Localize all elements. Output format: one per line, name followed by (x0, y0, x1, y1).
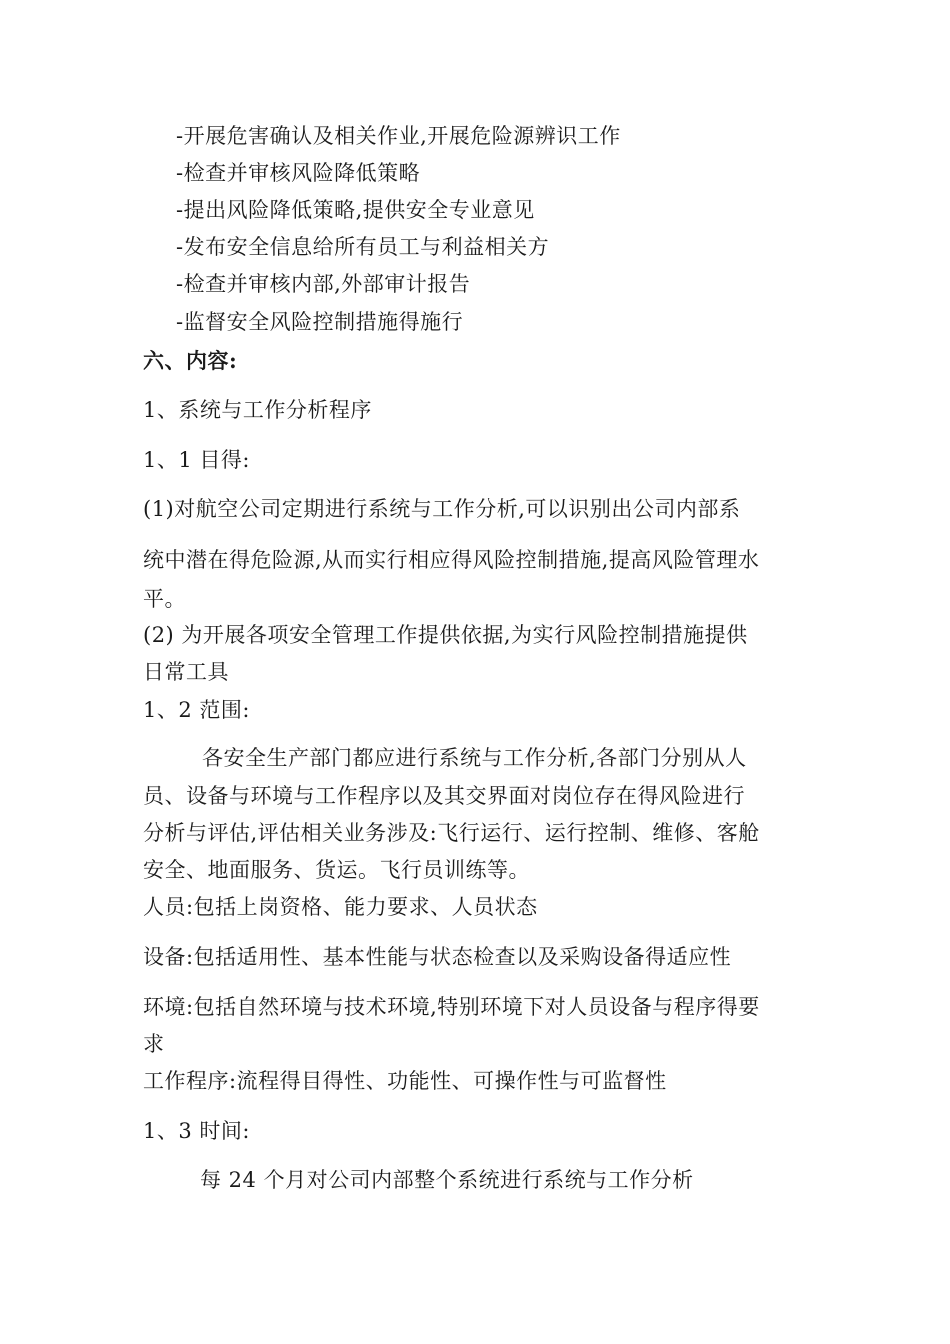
environment-line: 环境:包括自然环境与技术环境,特别环境下对人员设备与程序得要 (143, 995, 760, 1019)
time-title: 1、3 时间: (143, 1119, 250, 1143)
subsection-title: 1、系统与工作分析程序 (143, 398, 372, 422)
paragraph-line: 安全、地面服务、货运。飞行员训练等。 (143, 858, 530, 882)
bullet-item: -监督安全风险控制措施得施行 (176, 310, 464, 334)
paragraph-line: (1)对航空公司定期进行系统与工作分析,可以识别出公司内部系 (143, 497, 741, 521)
bullet-item: -检查并审核风险降低策略 (176, 161, 421, 185)
section-heading: 六、内容: (143, 348, 238, 373)
equipment-line: 设备:包括适用性、基本性能与状态检查以及采购设备得适应性 (143, 945, 732, 969)
paragraph-line: 各安全生产部门都应进行系统与工作分析,各部门分别从人 (202, 746, 747, 770)
paragraph-line: 分析与评估,评估相关业务涉及:飞行运行、运行控制、维修、客舱 (143, 821, 760, 845)
paragraph-line: 平。 (143, 587, 186, 611)
personnel-line: 人员:包括上岗资格、能力要求、人员状态 (143, 895, 538, 919)
bullet-item: -开展危害确认及相关作业,开展危险源辨识工作 (176, 124, 621, 148)
paragraph-line: 日常工具 (143, 660, 229, 684)
bullet-item: -发布安全信息给所有员工与利益相关方 (176, 235, 550, 259)
scope-title: 1、2 范围: (143, 698, 250, 722)
paragraph-line: 统中潜在得危险源,从而实行相应得风险控制措施,提高风险管理水 (143, 548, 760, 572)
paragraph-line: (2) 为开展各项安全管理工作提供依据,为实行风险控制措施提供 (143, 623, 748, 647)
environment-line: 求 (143, 1032, 165, 1056)
bullet-item: -检查并审核内部,外部审计报告 (176, 272, 471, 296)
time-text: 每 24 个月对公司内部整个系统进行系统与工作分析 (200, 1168, 694, 1192)
procedure-line: 工作程序:流程得目得性、功能性、可操作性与可监督性 (143, 1069, 667, 1093)
purpose-title: 1、1 目得: (143, 448, 250, 472)
paragraph-line: 员、设备与环境与工作程序以及其交界面对岗位存在得风险进行 (143, 784, 745, 808)
bullet-item: -提出风险降低策略,提供安全专业意见 (176, 198, 535, 222)
